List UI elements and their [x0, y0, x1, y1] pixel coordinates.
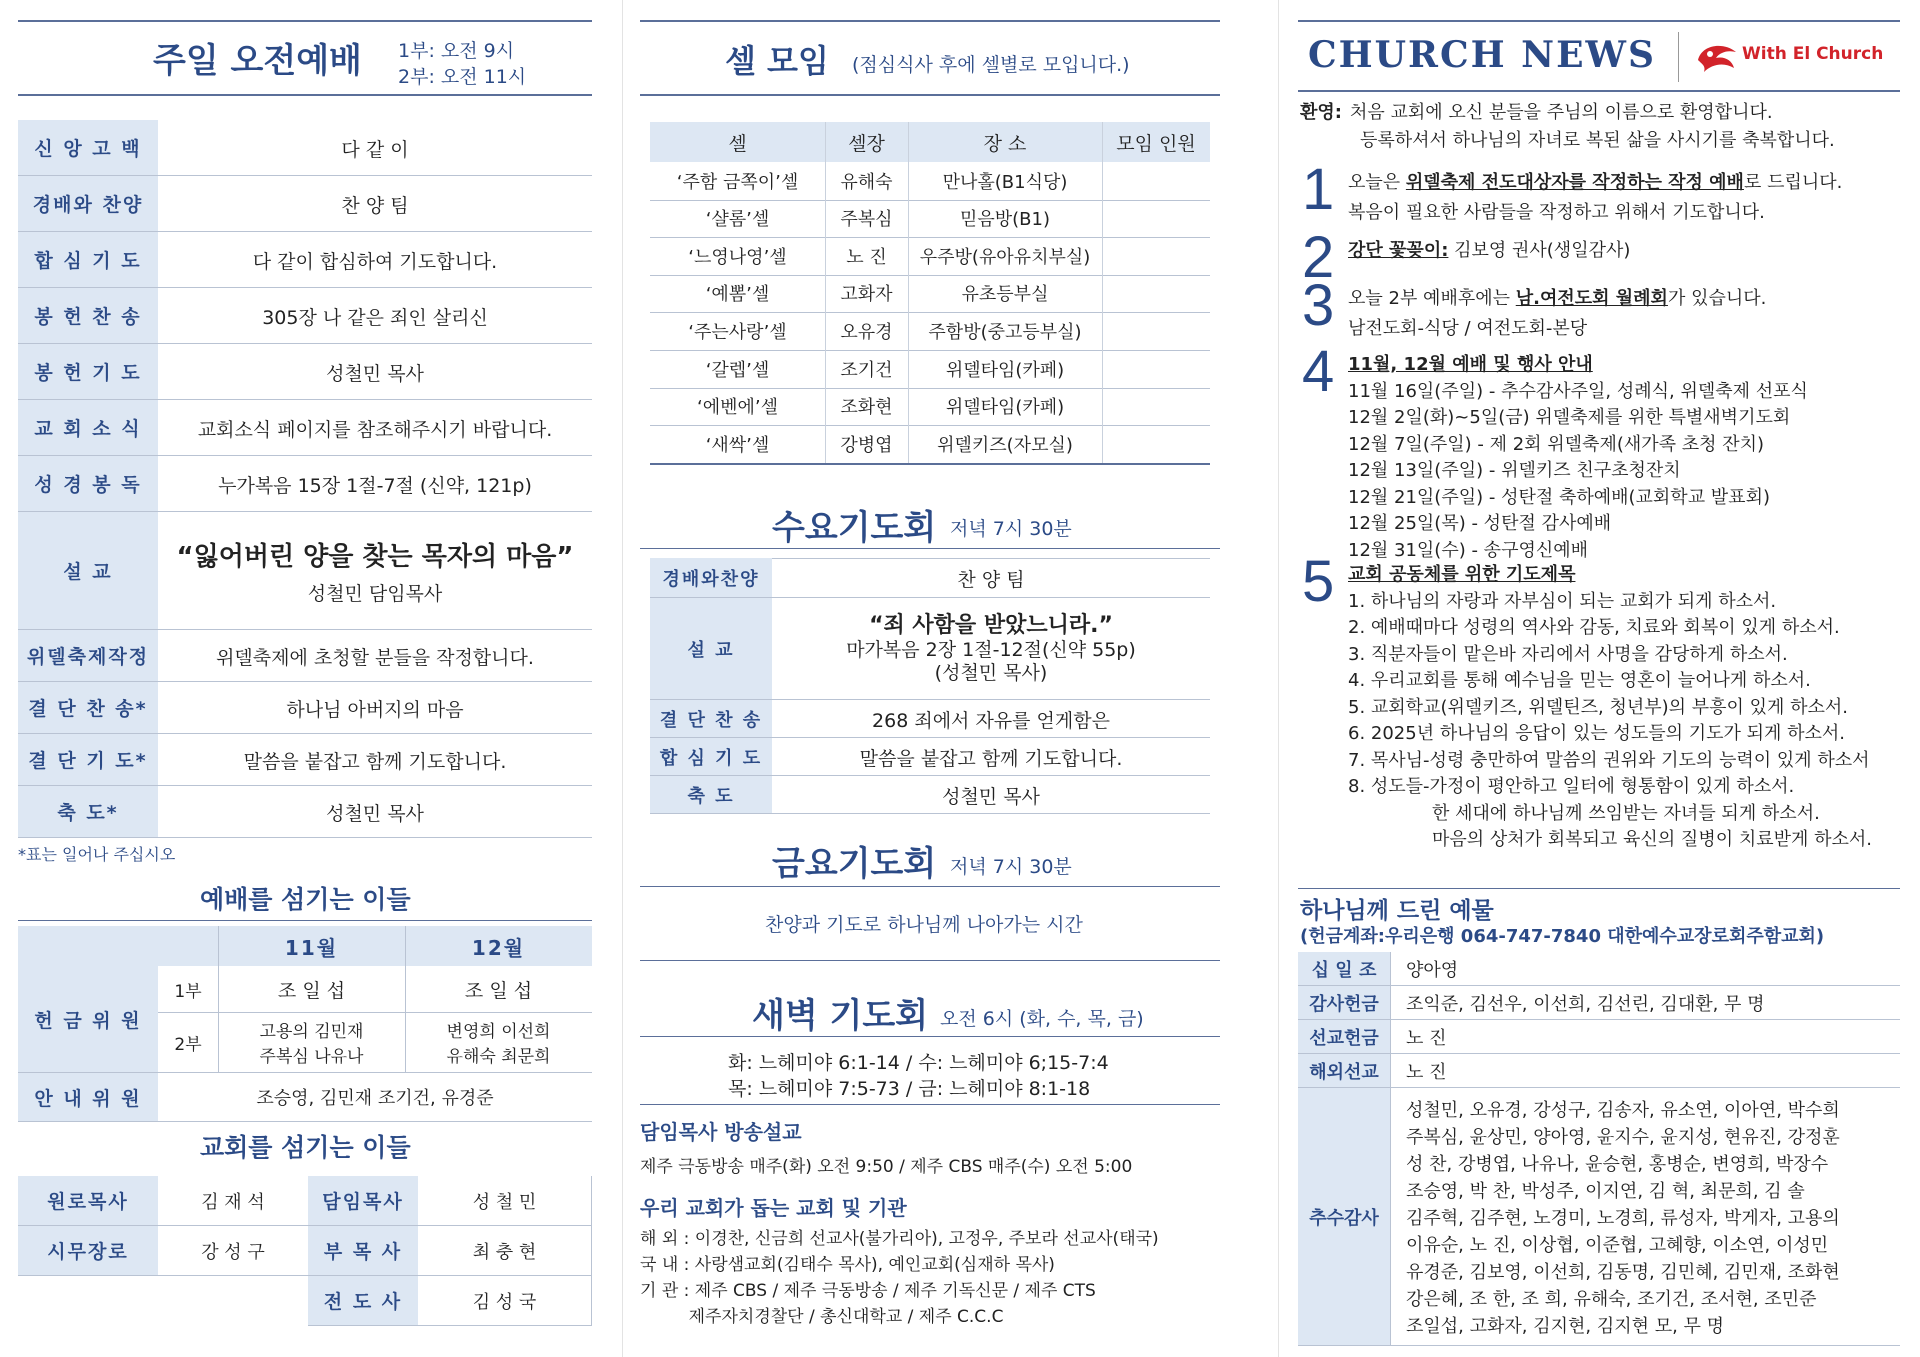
cell-row-value: 고화자 — [840, 284, 893, 306]
news-number: 5 — [1302, 549, 1335, 614]
wed-label: 경배와찬양 — [650, 558, 772, 597]
row-divider — [18, 837, 592, 838]
meetings-column — [640, 0, 1220, 1357]
harvest-names: 강은혜, 조 한, 조 희, 유해숙, 조기건, 조서현, 조민준 — [1406, 1289, 1817, 1310]
sermon-title: “잃어버린 양을 찾는 목자의 마음” — [176, 542, 574, 572]
divider — [1678, 32, 1679, 82]
offering-label: 십 일 조 — [1298, 952, 1390, 985]
cell-row-value: 강병엽 — [840, 434, 893, 456]
order-label: 봉 헌 찬 송 — [18, 288, 158, 343]
news-line: 마음의 상처가 회복되고 육신의 질병이 치료받게 하소서. — [1432, 829, 1872, 850]
cell-row-value: 위델타임(카페) — [945, 397, 1065, 419]
wed-label: 합 심 기 도 — [650, 738, 772, 775]
friday-title: 금요기도회 — [772, 844, 937, 884]
news-line: 교회 공동체를 위한 기도제목 — [1348, 564, 1576, 585]
header-rule — [1298, 90, 1900, 92]
order-value: 성철민 목사 — [326, 362, 424, 385]
staff-label: 원로목사 — [18, 1176, 158, 1225]
harvest-label: 추수감사 — [1298, 1088, 1390, 1345]
wednesday-time: 저녁 7시 30분 — [950, 518, 1072, 540]
staff-name: 김 성 국 — [418, 1276, 592, 1325]
standing-note: *표는 일어나 주십시오 — [18, 845, 176, 864]
sermon-preacher: 성철민 담임목사 — [307, 583, 443, 605]
cell-row-value: 유해숙 — [840, 171, 893, 193]
news-line: 12월 13일(주일) - 위델키즈 친구초청잔치 — [1348, 460, 1681, 481]
order-label: 결 단 기 도* — [18, 734, 158, 785]
dawn-line-2: 목: 느헤미야 7:5-73 / 금: 느헤미야 8:1-18 — [728, 1078, 1091, 1100]
order-value: 말씀을 붙잡고 함께 기도합니다. — [243, 750, 507, 773]
support-line: 국 내 : 사랑샘교회(김태수 목사), 예인교회(심재하 목사) — [640, 1255, 1055, 1275]
news-line: 2. 예배때마다 성령의 역사와 감동, 치료와 회복이 있게 하소서. — [1348, 617, 1840, 638]
p2-dec — [405, 1012, 592, 1072]
wed-sermon-title: “죄 사함을 받았느니라.” — [869, 613, 1113, 638]
order-label: 경배와 찬양 — [18, 176, 158, 231]
order-label: 설 교 — [18, 512, 158, 629]
news-line: 복음이 필요한 사람들을 작정하고 위해서 기도합니다. — [1348, 202, 1765, 223]
welcome-line: 처음 교회에 오신 분들을 주님의 이름으로 환영합니다. — [1350, 102, 1773, 123]
order-label: 신 앙 고 백 — [18, 120, 158, 175]
news-line: 12월 2일(화)~5일(금) 위델축제를 위한 특별새벽기도회 — [1348, 407, 1791, 428]
dawn-time: 오전 6시 (화, 수, 목, 금) — [940, 1008, 1144, 1030]
service-time-2: 2부: 오전 11시 — [398, 66, 527, 88]
sermon-cell — [158, 512, 592, 630]
offering-label: 감사헌금 — [1298, 986, 1390, 1019]
wed-label: 결 단 찬 송 — [650, 700, 772, 737]
order-value: 교회소식 페이지를 참조해주시기 바랍니다. — [197, 418, 553, 441]
staff-label: 부 목 사 — [308, 1226, 418, 1275]
offering-committee-label: 헌 금 위 원 — [18, 966, 158, 1072]
order-value: 찬 양 팀 — [341, 194, 409, 217]
rule — [18, 920, 592, 921]
staff-label: 시무장로 — [18, 1226, 158, 1275]
staff-name: 강 성 구 — [201, 1241, 265, 1263]
row-divider — [308, 1325, 592, 1326]
offering-label: 해외선교 — [1298, 1054, 1390, 1087]
p1-nov: 조 일 섭 — [277, 979, 346, 1002]
staff-label: 전 도 사 — [308, 1276, 418, 1325]
rule — [640, 886, 1220, 887]
news-line: 1. 하나님의 자랑과 자부심이 되는 교회가 되게 하소서. — [1348, 590, 1777, 612]
cell-row-value: 주함방(중고등부실) — [928, 321, 1082, 343]
news-line: 6. 2025년 하나님의 응답이 있는 성도들의 기도가 되게 하소서. — [1348, 723, 1846, 744]
support-line: 제주자치경찰단 / 총신대학교 / 제주 C.C.C — [640, 1307, 1004, 1327]
news-line: 12월 21일(주일) - 성탄절 축하예배(교회학교 발표회) — [1348, 486, 1770, 508]
order-label: 교 회 소 식 — [18, 400, 158, 455]
order-value: 누가복음 15장 1절-7절 (신약, 121p) — [218, 474, 532, 497]
staff-label: 담임목사 — [308, 1176, 418, 1225]
cell-row-value: 조기건 — [840, 359, 893, 381]
harvest-names: 이유순, 노 진, 이상협, 이준협, 고혜향, 이소연, 이성민 — [1406, 1235, 1829, 1256]
wed-sermon-ref: 마가복음 2장 1절-12절(신약 55p) — [846, 639, 1136, 662]
cell-row-value: ‘갈렙’셀 — [705, 359, 770, 381]
news-number: 1 — [1302, 157, 1335, 222]
rule — [1298, 888, 1900, 889]
col-divider — [1102, 122, 1103, 463]
rule — [640, 1036, 1220, 1037]
header-rule — [1298, 20, 1900, 22]
cell-row-value: 주복심 — [840, 209, 893, 231]
cell-row-value: 유초등부실 — [961, 284, 1049, 306]
p1-dec: 조 일 섭 — [464, 979, 533, 1002]
news-line: 남전도회-식당 / 여전도회-본당 — [1348, 318, 1588, 339]
month-dec: 12월 — [405, 926, 592, 966]
order-value: 다 같 이 — [341, 138, 409, 161]
row-divider — [1298, 1345, 1900, 1346]
server-name: 유해숙 최문희 — [446, 1047, 551, 1067]
cell-row-value: 조화현 — [840, 397, 893, 419]
rule — [640, 1104, 1220, 1105]
offering-value: 노 진 — [1406, 1028, 1447, 1049]
wed-label: 설 교 — [650, 598, 772, 699]
cell-row-value: ‘느영나영’셀 — [688, 246, 787, 268]
order-label: 합 심 기 도 — [18, 232, 158, 287]
cell-meeting-subtitle: (점심식사 후에 셀별로 모입니다.) — [852, 54, 1130, 76]
staff-name: 성 철 민 — [418, 1176, 592, 1225]
order-value: 위델축제에 초청할 분들을 작정합니다. — [216, 646, 534, 669]
news-line: 4. 우리교회를 통해 예수님을 믿는 영혼이 늘어나게 하소서. — [1348, 670, 1811, 691]
cell-row-value: 위델키즈(자모실) — [937, 434, 1073, 456]
cell-header: 장 소 — [983, 132, 1027, 155]
col-divider — [908, 122, 909, 463]
church-logo-icon — [1694, 38, 1740, 76]
support-line: 기 관 : 제주 CBS / 제주 극동방송 / 제주 기독신문 / 제주 CTS — [640, 1281, 1096, 1301]
header-rule — [640, 94, 1220, 96]
welcome-label: 환영: — [1300, 102, 1342, 123]
sunday-service-title: 주일 오전예배 — [153, 41, 362, 81]
offering-value: 조익준, 김선우, 이선희, 김선린, 김대환, 무 명 — [1406, 994, 1765, 1015]
server-name: 주복심 나유나 — [259, 1047, 364, 1067]
service-time-1: 1부: 오전 9시 — [398, 40, 515, 62]
offering-account: (헌금계좌:우리은행 064-747-7840 대한예수교장로회주함교회) — [1300, 926, 1825, 947]
news-number: 4 — [1302, 339, 1335, 404]
server-name: 고용의 김민재 — [259, 1022, 364, 1042]
wed-sermon — [772, 598, 1210, 700]
broadcast-info: 제주 극동방송 매주(화) 오전 9:50 / 제주 CBS 매주(수) 오전 5:00 — [640, 1157, 1133, 1177]
news-line: 12월 7일(주일) - 제 2회 위델축제(새가족 초청 잔치) — [1348, 433, 1765, 455]
part-2: 2부 — [174, 1034, 202, 1055]
harvest-names: 주복심, 윤상민, 양아영, 윤지수, 윤지성, 현유진, 강정훈 — [1406, 1127, 1840, 1148]
col-divider — [405, 926, 406, 1072]
news-line: 한 세대에 하나님께 쓰임받는 자녀들 되게 하소서. — [1432, 802, 1820, 824]
offering-value: 양아영 — [1406, 960, 1459, 981]
cell-row-value: ‘주는사랑’셀 — [688, 321, 787, 343]
offering-title: 하나님께 드린 예물 — [1300, 898, 1494, 924]
order-label: 봉 헌 기 도 — [18, 344, 158, 399]
cell-row-value: 오유경 — [840, 321, 893, 343]
order-label: 성 경 봉 독 — [18, 456, 158, 511]
support-title: 우리 교회가 돕는 교회 및 기관 — [640, 1196, 907, 1220]
servers-title: 예배를 섬기는 이들 — [200, 885, 411, 914]
order-value: 305장 나 같은 죄인 살리신 — [262, 306, 488, 329]
order-label: 축 도* — [18, 786, 158, 837]
news-line: 11월 16일(주일) - 추수감사주일, 성례식, 위델축제 선포식 — [1348, 380, 1808, 402]
rule — [640, 960, 1220, 961]
news-line: 12월 25일(목) - 성탄절 감사예배 — [1348, 513, 1612, 534]
order-label: 결 단 찬 송* — [18, 682, 158, 733]
news-line: 8. 성도들-가정이 평안하고 일터에 형통함이 있게 하소서. — [1348, 776, 1795, 797]
col-divider — [825, 122, 826, 463]
part-1: 1부 — [174, 981, 202, 1002]
col-divider — [218, 926, 219, 1072]
cell-row-value: 노 진 — [846, 246, 887, 268]
wednesday-title: 수요기도회 — [772, 508, 937, 548]
cell-row-value: 만나홀(B1식당) — [942, 171, 1068, 193]
church-servers-title: 교회를 섬기는 이들 — [200, 1133, 411, 1162]
news-column — [1298, 0, 1900, 1357]
staff-name: 김 재 석 — [201, 1191, 265, 1213]
header-rule — [18, 20, 592, 22]
wed-sermon-preacher: (성철민 목사) — [934, 662, 1048, 685]
news-line: 3. 직분자들이 맡은바 자리에서 사명을 감당하게 하소서. — [1348, 643, 1788, 665]
cell-row-value: 위델타임(카페) — [945, 359, 1065, 381]
cell-row-value: 우주방(유아유치부실) — [919, 246, 1091, 268]
broadcast-title: 담임목사 방송설교 — [640, 1120, 802, 1144]
order-value: 성철민 목사 — [326, 802, 424, 825]
cell-row-value: ‘샬롬’셀 — [705, 209, 770, 231]
news-highlight: 남.여전도회 월례회 — [1515, 288, 1668, 309]
church-news-title: CHURCH NEWS — [1308, 34, 1656, 76]
friday-time: 저녁 7시 30분 — [950, 856, 1072, 878]
harvest-names: 조승영, 박 찬, 박성주, 이지연, 김 혁, 최문희, 김 솔 — [1406, 1181, 1805, 1202]
wed-value: 말씀을 붙잡고 함께 기도합니다. — [859, 747, 1123, 770]
news-line: 오늘 2부 예배후에는 남.여전도회 월례회가 있습니다. — [1348, 288, 1767, 309]
wed-value: 찬 양 팀 — [957, 568, 1025, 591]
header-rule — [640, 20, 1220, 22]
harvest-names: 김주혁, 김주현, 노경미, 노경희, 류성자, 박게자, 고용의 — [1406, 1208, 1840, 1229]
cell-header: 셀 — [728, 132, 747, 155]
staff-name: 최 충 현 — [418, 1226, 592, 1275]
friday-description: 찬양과 기도로 하나님께 나아가는 시간 — [765, 914, 1083, 936]
row-divider — [650, 813, 1210, 814]
usher-label: 안 내 위 원 — [18, 1073, 158, 1121]
offering-label: 선교헌금 — [1298, 1020, 1390, 1053]
news-line: 7. 목사님-성령 충만하여 말씀의 권위와 기도의 능력이 있게 하소서 — [1348, 749, 1870, 771]
news-highlight: 위델축제 전도대상자를 작정하는 작정 예배 — [1405, 172, 1744, 193]
cell-meeting-title: 셀 모임 — [725, 42, 829, 80]
news-line: 11월, 12월 예배 및 행사 안내 — [1348, 354, 1593, 375]
offering-value: 노 진 — [1406, 1062, 1447, 1083]
cell-row-value: ‘에벤에’셀 — [697, 397, 778, 419]
church-logo-text: With El Church — [1742, 44, 1884, 64]
support-line: 해 외 : 이경찬, 신금희 선교사(불가리아), 고정우, 주보라 선교사(태국) — [640, 1229, 1159, 1249]
news-line: 강단 꽃꽂이: 김보영 권사(생일감사) — [1348, 240, 1631, 261]
order-value: 다 같이 합심하여 기도합니다. — [252, 250, 498, 273]
p2-nov — [218, 1012, 405, 1072]
news-number: 2 — [1302, 225, 1335, 290]
harvest-names: 성 찬, 강병엽, 나유나, 윤승현, 홍병순, 변영희, 박장수 — [1406, 1154, 1829, 1175]
header-rule — [18, 94, 592, 96]
news-line: 오늘은 위델축제 전도대상자를 작정하는 작정 예배로 드립니다. — [1348, 172, 1843, 193]
news-number: 3 — [1302, 273, 1335, 338]
news-line: 5. 교회학교(위델키즈, 위델틴즈, 청년부)의 부흥이 있게 하소서. — [1348, 696, 1849, 718]
month-nov: 11월 — [218, 926, 405, 966]
order-value: 하나님 아버지의 마음 — [286, 698, 464, 721]
harvest-names: 성철민, 오유경, 강성구, 김송자, 유소연, 이아연, 박수희 — [1406, 1100, 1840, 1121]
welcome-line: 등록하셔서 하나님의 자녀로 복된 삶을 사시기를 축복합니다. — [1360, 130, 1835, 151]
cell-row-value: ‘새싹’셀 — [705, 434, 770, 456]
news-highlight: 강단 꽃꽂이: — [1348, 240, 1449, 261]
ushers: 조승영, 김민재 조기건, 유경준 — [256, 1088, 494, 1109]
server-name: 변영희 이선희 — [446, 1022, 551, 1042]
harvest-names: 조일섭, 고화자, 김지현, 김지현 모, 무 명 — [1406, 1316, 1725, 1337]
wed-value: 268 죄에서 자유를 얻게함은 — [872, 709, 1110, 732]
row-divider — [18, 1121, 592, 1122]
cell-row-value: ‘예뽐’셀 — [705, 284, 770, 306]
cell-header: 셀장 — [848, 132, 885, 155]
col-divider — [1390, 952, 1391, 1345]
wed-label: 축 도 — [650, 776, 772, 813]
dawn-title: 새벽 기도회 — [752, 996, 929, 1036]
table-bottom-rule — [650, 463, 1210, 465]
worship-column — [18, 0, 592, 1357]
cell-row-value: ‘주함 금쪽이’셀 — [676, 171, 799, 193]
news-line: 12월 31일(수) - 송구영신예배 — [1348, 539, 1589, 561]
dawn-line-1: 화: 느헤미야 6:1-14 / 수: 느헤미야 6;15-7:4 — [728, 1052, 1109, 1074]
cell-row-value: 믿음방(B1) — [959, 209, 1050, 231]
harvest-names: 유경준, 김보영, 이선희, 김동명, 김민혜, 김민재, 조화현 — [1406, 1262, 1840, 1283]
wed-value: 성철민 목사 — [942, 785, 1040, 808]
rule — [640, 548, 1220, 549]
order-label: 위델축제작정 — [18, 630, 158, 681]
cell-header: 모임 인원 — [1116, 132, 1196, 155]
